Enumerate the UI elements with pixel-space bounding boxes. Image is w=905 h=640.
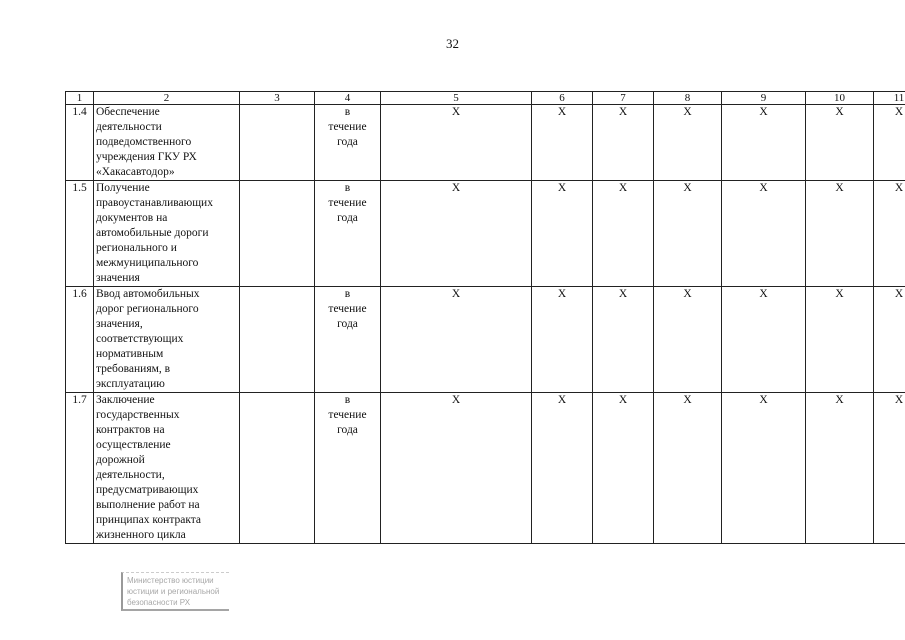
mark-cell: X xyxy=(381,181,532,287)
activity-name-line: требованиям, в xyxy=(96,363,171,375)
mark-cell: X xyxy=(593,105,654,181)
column-3-cell xyxy=(240,393,315,544)
mark-cell: X xyxy=(722,105,806,181)
mark-cell: X xyxy=(532,287,593,393)
activity-name-cell xyxy=(94,393,240,544)
row-number-cell: 1.5 xyxy=(66,181,94,287)
header-cell: 6 xyxy=(532,92,593,105)
header-cell: 8 xyxy=(654,92,722,105)
mark-cell: X xyxy=(722,393,806,544)
activity-name-line: осуществление xyxy=(96,439,171,451)
activity-name-line: предусматривающих xyxy=(96,484,199,496)
activity-name-line: значения, xyxy=(96,318,143,330)
activity-name-cell xyxy=(94,105,240,181)
header-cell: 10 xyxy=(806,92,874,105)
header-cell: 7 xyxy=(593,92,654,105)
mark-cell: X xyxy=(593,393,654,544)
header-cell: 11 xyxy=(874,92,905,105)
mark-cell: X xyxy=(654,105,722,181)
stamp-line: Министерство юстиции xyxy=(127,576,214,585)
column-3-cell xyxy=(240,181,315,287)
activity-name-line: нормативным xyxy=(96,348,164,360)
term-word: в xyxy=(344,106,351,118)
term-word: в xyxy=(344,288,351,300)
activity-name-cell xyxy=(94,181,240,287)
table-row xyxy=(66,287,905,393)
mark-cell: X xyxy=(874,105,905,181)
table-row xyxy=(66,393,905,544)
activity-name-line: принципах контракта xyxy=(96,514,202,526)
mark-cell: X xyxy=(532,105,593,181)
header-cell: 4 xyxy=(315,92,381,105)
mark-cell: X xyxy=(806,287,874,393)
mark-cell: X xyxy=(532,393,593,544)
mark-cell: X xyxy=(874,393,905,544)
activity-name-line: жизненного цикла xyxy=(96,529,186,541)
activity-name-line: автомобильные дороги xyxy=(96,227,209,239)
activity-name-line: Обеспечение xyxy=(96,106,160,118)
activity-name-cell xyxy=(94,287,240,393)
mark-cell: X xyxy=(806,393,874,544)
mark-cell: X xyxy=(532,181,593,287)
mark-cell: X xyxy=(593,287,654,393)
term-word: в xyxy=(344,182,351,194)
activity-name-line: подведомственного xyxy=(96,136,192,148)
activity-name-line: Заключение xyxy=(96,394,155,406)
activity-name-line: Получение xyxy=(96,182,150,194)
activity-name-line: эксплуатацию xyxy=(96,378,165,390)
term-cell xyxy=(315,181,381,287)
mark-cell: X xyxy=(722,287,806,393)
term-cell xyxy=(315,287,381,393)
header-cell: 5 xyxy=(381,92,532,105)
term-word: течение xyxy=(328,121,367,133)
activity-name-line: дорожной xyxy=(96,454,145,466)
column-3-cell xyxy=(240,105,315,181)
row-number-cell: 1.7 xyxy=(66,393,94,544)
table-row xyxy=(66,181,905,287)
row-number-cell: 1.6 xyxy=(66,287,94,393)
mark-cell: X xyxy=(593,181,654,287)
activity-name-line: «Хакасавтодор» xyxy=(96,166,175,178)
stamp-line: юстиции и региональной xyxy=(127,587,220,596)
mark-cell: X xyxy=(654,287,722,393)
table-row xyxy=(66,105,905,181)
activity-name-line: Ввод автомобильных xyxy=(96,288,200,300)
header-row xyxy=(66,92,905,105)
mark-cell: X xyxy=(806,181,874,287)
term-word: года xyxy=(337,136,358,148)
stamp-line: безопасности РХ xyxy=(127,598,191,607)
header-cell: 9 xyxy=(722,92,806,105)
term-word: года xyxy=(337,424,358,436)
mark-cell: X xyxy=(874,287,905,393)
activity-name-line: деятельности xyxy=(96,121,162,133)
mark-cell: X xyxy=(654,181,722,287)
term-cell xyxy=(315,105,381,181)
mark-cell: X xyxy=(381,287,532,393)
term-word: в xyxy=(344,394,351,406)
term-word: течение xyxy=(328,409,367,421)
row-number-cell: 1.4 xyxy=(66,105,94,181)
term-word: года xyxy=(337,318,358,330)
activity-name-line: правоустанавливающих xyxy=(96,197,213,209)
activity-name-line: учреждения ГКУ РХ xyxy=(96,151,197,163)
activity-name-line: государственных xyxy=(96,409,180,421)
term-cell xyxy=(315,393,381,544)
activity-name-line: контрактов на xyxy=(96,424,165,436)
header-cell: 1 xyxy=(66,92,94,105)
activity-name-line: значения xyxy=(96,272,140,284)
activity-name-line: выполнение работ на xyxy=(96,499,200,511)
column-3-cell xyxy=(240,287,315,393)
mark-cell: X xyxy=(654,393,722,544)
page-number: 32 xyxy=(446,36,459,51)
mark-cell: X xyxy=(874,181,905,287)
term-word: течение xyxy=(328,197,367,209)
header-cell: 2 xyxy=(94,92,240,105)
activity-name-line: регионального и xyxy=(96,242,177,254)
plan-table xyxy=(65,91,905,544)
registration-stamp xyxy=(121,572,229,611)
activity-name-line: деятельности, xyxy=(96,469,165,481)
activity-name-line: документов на xyxy=(96,212,168,224)
header-cell: 3 xyxy=(240,92,315,105)
mark-cell: X xyxy=(381,105,532,181)
term-word: года xyxy=(337,212,358,224)
mark-cell: X xyxy=(806,105,874,181)
activity-name-line: межмуниципального xyxy=(96,257,199,269)
activity-name-line: соответствующих xyxy=(96,333,184,345)
mark-cell: X xyxy=(381,393,532,544)
term-word: течение xyxy=(328,303,367,315)
mark-cell: X xyxy=(722,181,806,287)
activity-name-line: дорог регионального xyxy=(96,303,199,315)
